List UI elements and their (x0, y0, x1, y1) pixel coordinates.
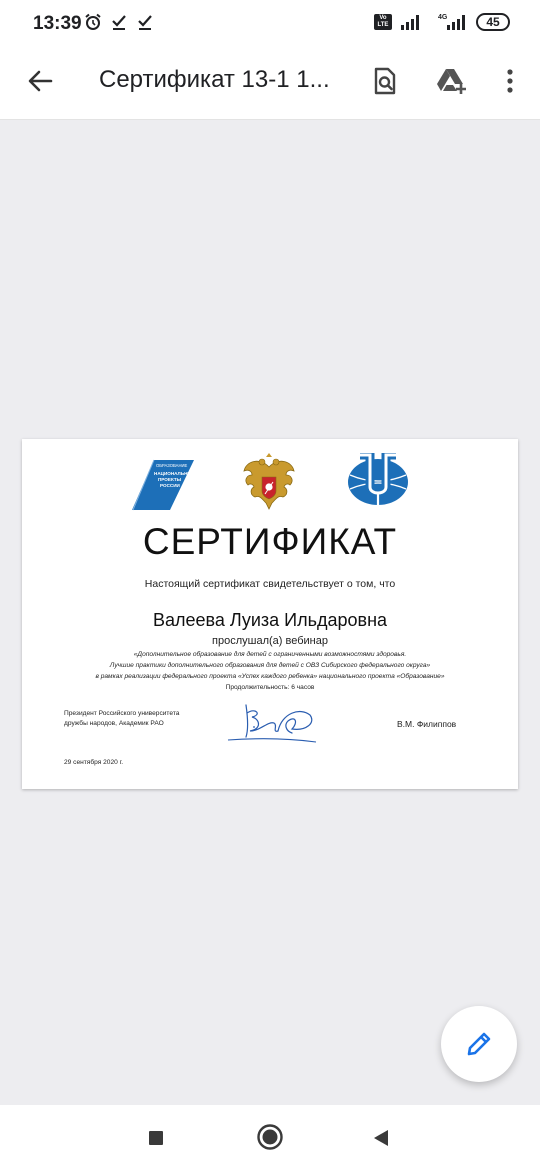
back-button[interactable] (20, 61, 60, 101)
document-page (22, 439, 518, 789)
home-button[interactable] (254, 1121, 286, 1153)
logo-line-1: НАЦИОНАЛЬНЫЕ (154, 471, 195, 476)
app-bar (0, 50, 540, 120)
alarm-icon (84, 13, 102, 31)
logo-line-2: ПРОЕКТЫ (158, 477, 182, 482)
recents-button[interactable] (141, 1123, 171, 1153)
document-title: Сертификат 13-1 1... (99, 66, 330, 93)
signal-icon (400, 14, 422, 30)
status-time: 13:39 (33, 13, 82, 34)
listened-webinar-text: прослушал(а) вебинар (212, 635, 328, 647)
signer-title (64, 709, 179, 729)
status-bar (0, 0, 540, 50)
signer-name: В.М. Филиппов (397, 719, 457, 729)
download-done-icon (110, 13, 128, 31)
status-icons-left (84, 13, 154, 31)
more-options-button[interactable] (490, 61, 530, 101)
volte-icon: Vo LTE (374, 14, 392, 30)
signer-title-line-2: дружбы народов, Академик РАО (64, 720, 164, 727)
system-back-button[interactable] (366, 1123, 396, 1153)
certificate-intro: Настоящий сертификат свидетельствует о том, что (144, 578, 396, 590)
signature-image (226, 701, 318, 745)
square-recents-icon (148, 1130, 164, 1146)
coat-of-arms-emblem (240, 453, 298, 511)
signal-4g-icon (446, 14, 468, 30)
logo-line-3: РОССИИ (160, 483, 180, 488)
add-to-drive-icon (436, 67, 468, 95)
project-line: в рамках реализации федерального проекта «Успех каждого ребенка» национального проекта «Образование» (95, 673, 445, 680)
pencil-edit-icon (465, 1030, 493, 1058)
edit-fab-button[interactable] (441, 1006, 517, 1082)
logo-top-text: ОБРАЗОВАНИЕ (156, 463, 188, 468)
find-in-document-button[interactable] (365, 61, 405, 101)
more-vertical-icon (506, 68, 514, 94)
national-projects-logo (132, 459, 218, 511)
duration-text: Продолжительность: 6 часов (225, 684, 315, 691)
recipient-name: Валеева Луиза Ильдаровна (152, 610, 388, 630)
signer-title-line-1: Президент Российского университета (64, 710, 180, 717)
webinar-title-line-2: Лучшие практики дополнительного образования для детей с ОВЗ Сибирского федерального округа» (109, 662, 431, 669)
system-navigation-bar (0, 1105, 540, 1170)
search-document-icon (373, 67, 397, 95)
add-to-drive-button[interactable] (432, 61, 472, 101)
webinar-title-line-1: «Дополнительное образование для детей с ограниченными возможностями здоровья. (133, 651, 407, 658)
triangle-back-icon (372, 1129, 390, 1147)
network-type-label: 4G (438, 14, 448, 21)
battery-indicator: 45 (476, 13, 510, 31)
back-arrow-icon (27, 69, 53, 93)
certificate-heading: СЕРТИФИКАТ (142, 521, 398, 562)
download-done-icon-2 (136, 13, 154, 31)
certificate-date: 29 сентября 2020 г. (64, 759, 124, 766)
university-logo (346, 453, 410, 511)
circle-home-icon (256, 1123, 284, 1151)
